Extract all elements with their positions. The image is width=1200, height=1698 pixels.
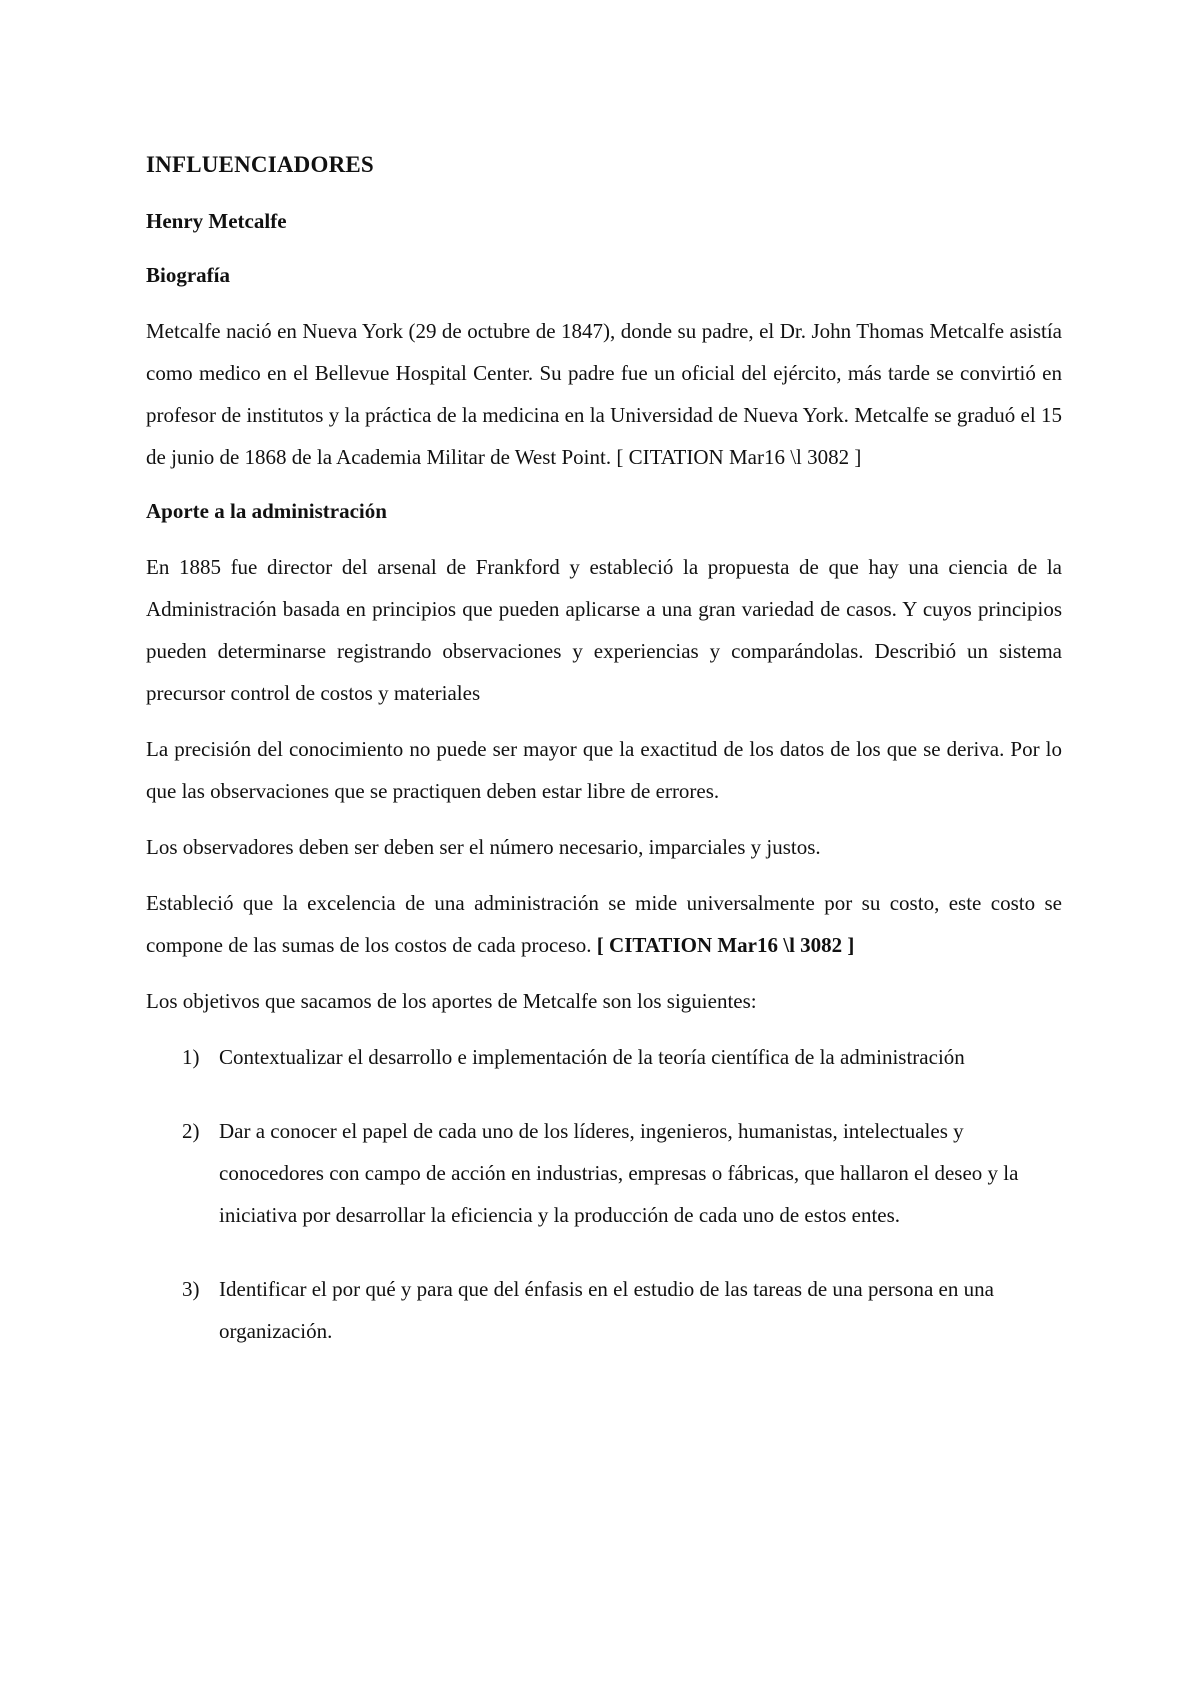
list-item	[146, 1268, 1062, 1352]
citation-marker: [ CITATION Mar16 \l 3082 ]	[596, 933, 855, 957]
contribution-paragraph-1: En 1885 fue director del arsenal de Frankford y estableció la propuesta de que hay una ciencia de la Administración basada en principios que pueden aplicarse a una gran variedad de casos. Y cuyos principios pueden determinarse registrando observaciones y experiencias y comparándolas. Describió un sistema precursor control de costos y materiales	[146, 555, 1062, 705]
biography-heading: Biografía	[146, 263, 230, 287]
list-item-text: Dar a conocer el papel de cada uno de los líderes, ingenieros, humanistas, intelectuales y conocedores con campo de acción en industrias, empresas o fábricas, que hallaron el deseo y la iniciativa por desarrollar la eficiencia y la producción de cada uno de estos entes.	[219, 1119, 1019, 1227]
contribution-paragraph-3: Los observadores deben ser deben ser el número necesario, imparciales y justos.	[146, 835, 821, 859]
person-heading: Henry Metcalfe	[146, 209, 287, 233]
contribution-paragraph-4	[146, 882, 1062, 966]
list-item-text: Identificar el por qué y para que del énfasis en el estudio de las tareas de una persona en una organización.	[219, 1277, 994, 1343]
list-item	[146, 1036, 1062, 1078]
document-title: INFLUENCIADORES	[146, 152, 374, 177]
list-item-number: 1)	[182, 1045, 200, 1069]
list-item	[146, 1110, 1062, 1236]
document-content	[146, 148, 1062, 1384]
contribution-paragraph-4-text: Estableció que la excelencia de una administración se mide universalmente por su costo, este costo se compone de las sumas de los costos de cada proceso.	[146, 891, 1062, 957]
list-item-text: Contextualizar el desarrollo e implementación de la teoría científica de la administración	[219, 1045, 965, 1069]
contribution-heading: Aporte a la administración	[146, 499, 387, 523]
contribution-paragraph-2: La precisión del conocimiento no puede ser mayor que la exactitud de los datos de los que se deriva. Por lo que las observaciones que se practiquen deben estar libre de errores.	[146, 737, 1062, 803]
biography-paragraph: Metcalfe nació en Nueva York (29 de octubre de 1847), donde su padre, el Dr. John Thomas Metcalfe asistía como medico en el Bellevue Hospital Center. Su padre fue un oficial del ejército, más tarde se convirtió en profesor de institutos y la práctica de la medicina en la Universidad de Nueva York. Metcalfe se graduó el 15 de junio de 1868 de la Academia Militar de West Point. [ CITATION Mar16 \l 3082 ]	[146, 319, 1062, 469]
list-item-number: 3)	[182, 1277, 200, 1301]
objectives-list	[146, 1036, 1062, 1352]
list-item-number: 2)	[182, 1119, 200, 1143]
objectives-intro: Los objetivos que sacamos de los aportes de Metcalfe son los siguientes:	[146, 989, 757, 1013]
